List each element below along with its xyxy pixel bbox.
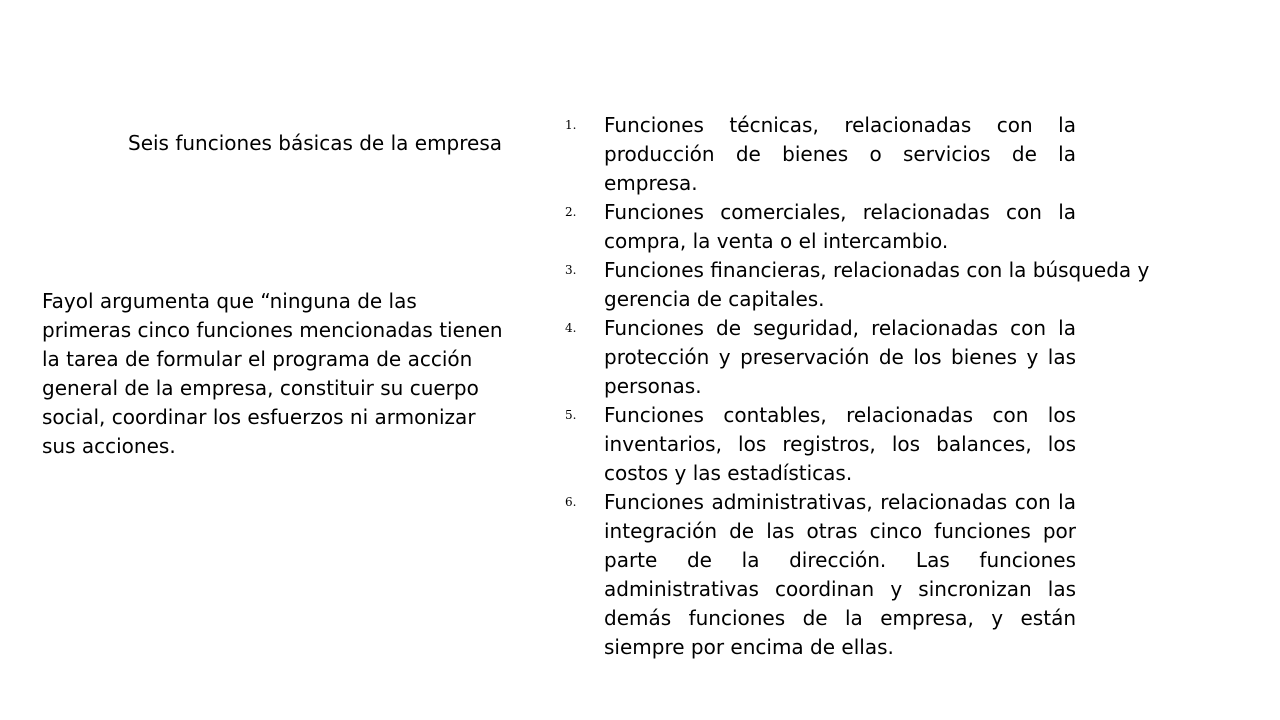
function-item-contables	[565, 401, 1076, 488]
function-item-financieras	[565, 256, 1150, 314]
list-number: 6.	[565, 495, 577, 509]
function-text: Funciones técnicas, relacionadas con la producción de bienes o servicios de la empresa.	[604, 113, 1076, 195]
functions-list	[565, 111, 1150, 662]
function-item-seguridad	[565, 314, 1076, 401]
function-text: Funciones financieras, relacionadas con la búsqueda y gerencia de capitales.	[604, 258, 1150, 311]
function-text: Funciones contables, relacionadas con los inventarios, los registros, los balances, los costos y las estadísticas.	[604, 403, 1076, 485]
slide-title: Seis funciones básicas de la empresa	[128, 131, 503, 155]
list-number: 5.	[565, 408, 577, 422]
list-number: 3.	[565, 263, 577, 277]
fayol-quote: Fayol argumenta que “ninguna de las primeras cinco funciones mencionadas tienen la tarea de formular el programa de acción general de la empresa, constituir su cuerpo social, coordinar los esfuerzos ni armonizar sus acciones.	[42, 289, 503, 458]
function-text: Funciones de seguridad, relacionadas con la protección y preservación de los bienes y las personas.	[604, 316, 1076, 398]
function-item-tecnicas	[565, 111, 1076, 198]
function-item-administrativas	[565, 488, 1076, 662]
function-text: Funciones administrativas, relacionadas con la integración de las otras cinco funciones por parte de la dirección. Las funciones administrativas coordinan y sincronizan las demás funciones de la empresa, y están siempre por encima de ellas.	[604, 490, 1076, 659]
function-item-comerciales	[565, 198, 1076, 256]
list-number: 4.	[565, 321, 577, 335]
list-number: 1.	[565, 118, 577, 132]
list-number: 2.	[565, 205, 577, 219]
function-text: Funciones comerciales, relacionadas con la compra, la venta o el intercambio.	[604, 200, 1076, 253]
